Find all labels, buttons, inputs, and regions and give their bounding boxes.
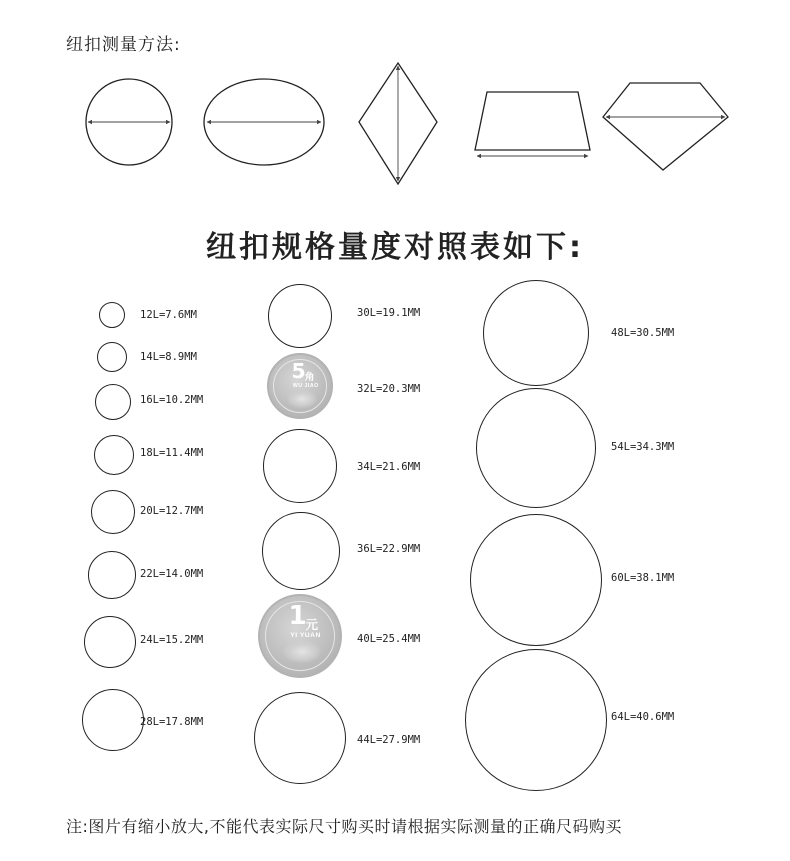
button-size-circle xyxy=(263,429,337,503)
size-label: 20L=12.7MM xyxy=(140,505,204,517)
size-label: 64L=40.6MM xyxy=(611,711,675,723)
size-label: 16L=10.2MM xyxy=(140,394,204,406)
flower-icon xyxy=(287,390,317,408)
size-label: 54L=34.3MM xyxy=(611,441,675,453)
size-label: 34L=21.6MM xyxy=(357,461,421,473)
diamond-shape xyxy=(359,63,437,184)
coin-unit: 元 xyxy=(305,616,318,632)
size-label: 28L=17.8MM xyxy=(140,716,204,728)
coin-icon xyxy=(267,353,333,419)
gem-shape xyxy=(603,83,728,170)
button-size-circle xyxy=(84,616,136,668)
main-title: 纽扣规格量度对照表如下: xyxy=(206,230,584,265)
button-size-circle xyxy=(483,280,589,386)
footnote: 注:图片有缩小放大,不能代表实际尺寸购买时请根据实际测量的正确尺码购买 xyxy=(66,817,622,836)
size-label: 12L=7.6MM xyxy=(140,309,197,321)
button-size-circle xyxy=(268,284,332,348)
button-size-circle xyxy=(99,302,125,328)
coin-unit: 角 xyxy=(304,371,315,383)
size-label: 36L=22.9MM xyxy=(357,543,421,555)
button-size-circle xyxy=(91,490,135,534)
size-label: 44L=27.9MM xyxy=(357,734,421,746)
button-size-circle xyxy=(82,689,144,751)
coin-value: 1 xyxy=(288,601,307,632)
ellipse-shape xyxy=(204,79,324,165)
size-label: 14L=8.9MM xyxy=(140,351,197,363)
size-label: 18L=11.4MM xyxy=(140,447,204,459)
flower-icon xyxy=(283,640,321,663)
button-size-circle xyxy=(465,649,607,791)
button-size-circle xyxy=(97,342,127,372)
button-size-circle xyxy=(476,388,596,508)
circle-shape xyxy=(86,79,172,165)
coin-value: 5 xyxy=(291,358,306,383)
button-size-circle xyxy=(262,512,340,590)
button-size-circle xyxy=(95,384,131,420)
button-size-circle xyxy=(470,514,602,646)
button-size-circle xyxy=(94,435,134,475)
size-label: 22L=14.0MM xyxy=(140,568,204,580)
measurement-shapes xyxy=(0,0,790,200)
coin-pinyin: YI YUAN xyxy=(290,632,321,640)
size-label: 60L=38.1MM xyxy=(611,572,675,584)
size-label: 24L=15.2MM xyxy=(140,634,204,646)
coin-icon xyxy=(258,594,342,678)
coin-pinyin: WU JIAO xyxy=(292,383,319,390)
button-size-circle xyxy=(88,551,136,599)
trapezoid-shape xyxy=(475,92,590,156)
size-label: 48L=30.5MM xyxy=(611,327,675,339)
button-size-circle xyxy=(254,692,346,784)
method-title: 纽扣测量方法: xyxy=(66,35,181,55)
size-label: 40L=25.4MM xyxy=(357,633,421,645)
size-label: 32L=20.3MM xyxy=(357,383,421,395)
size-label: 30L=19.1MM xyxy=(357,307,421,319)
